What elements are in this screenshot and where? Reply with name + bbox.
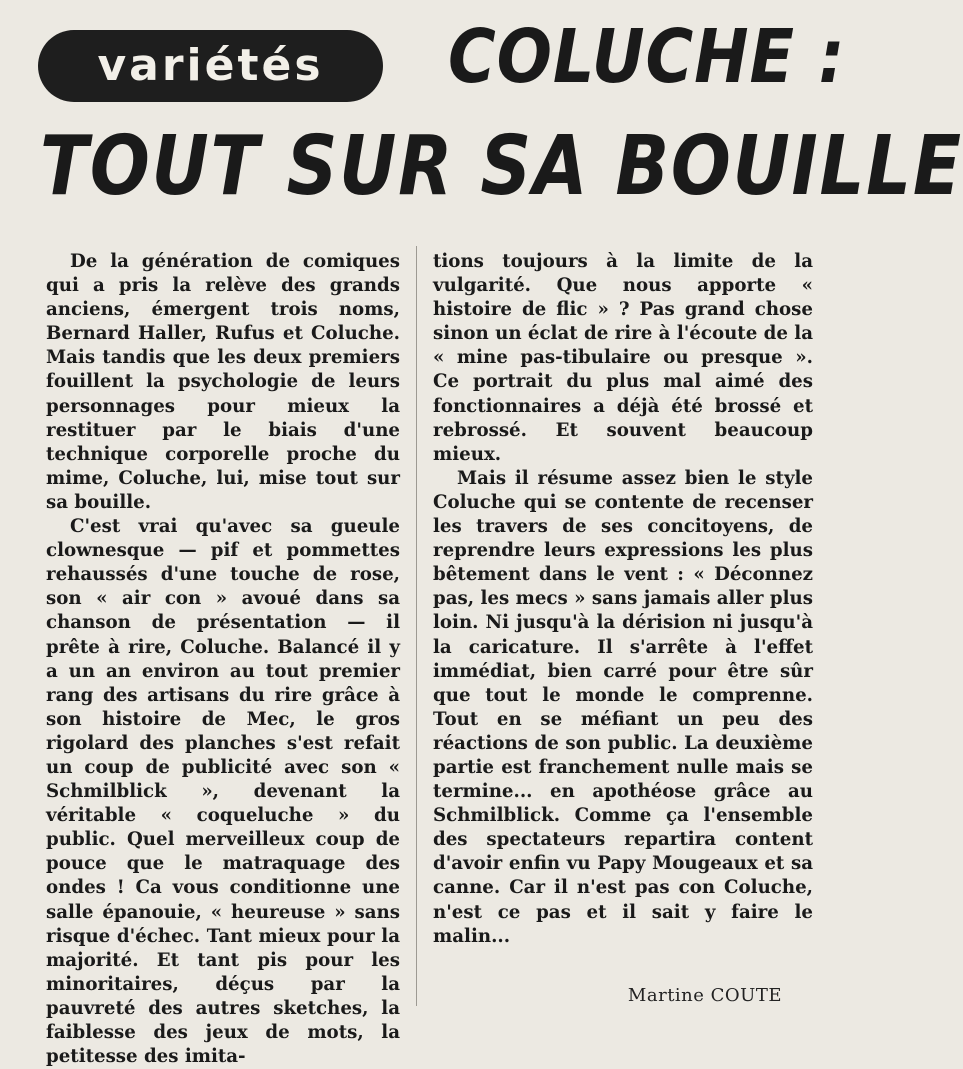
column-divider: [416, 246, 417, 1006]
headline-line-2: TOUT SUR SA BOUILLE: [40, 119, 963, 214]
headline-line-1: COLUCHE :: [448, 14, 846, 100]
paragraph: Mais il résume assez bien le style Coluche qui se contente de recenser les travers de ses concitoyens, de reprendre leurs expressions les plus bêtement dans le vent : « Déconnez pas, les mecs » sans jamais aller plus loin. Ni jusqu'à la dérision ni jusqu'à la caricature. Il s'arrête à l'effet immédiat, bien carré pour être sûr que tout le monde le comprenne. Tout en se méfiant un peu des réactions de son public. La deuxième partie est franchement nulle mais se termine... en apothéose grâce au Schmilblick. Comme ça l'ensemble des spectateurs repartira content d'avoir enfin vu Papy Mougeaux et sa canne. Car il n'est pas con Coluche, n'est ce pas et il sait y faire le malin...: [433, 467, 813, 947]
paragraph: De la génération de comiques qui a pris la relève des grands anciens, émergent trois noms, Bernard Haller, Rufus et Coluche. Mais tandis que les deux premiers fouillent la psychologie de leurs personnages pour mieux la restituer par le biais d'une technique corporelle proche du mime, Coluche, lui, mise tout sur sa bouille.: [46, 251, 400, 513]
author-signature: Martine COUTE: [627, 985, 782, 1006]
section-rubric-badge: variétés: [38, 30, 383, 102]
article-column-left: [46, 250, 400, 1069]
article-column-right: [433, 250, 813, 949]
paragraph: tions toujours à la limite de la vulgarité. Que nous apporte « histoire de flic » ? Pas grand chose sinon un éclat de rire à l'écoute de la « mine pas-tibulaire ou presque ». Ce portrait du plus mal aimé des fonctionnaires a déjà été brossé et rebrossé. Et souvent beaucoup mieux.: [433, 251, 813, 465]
paragraph: C'est vrai qu'avec sa gueule clownesque — pif et pommettes rehaussés d'une touche de rose, son « air con » avoué dans sa chanson de présentation — il prête à rire, Coluche. Balancé il y a un an environ au tout premier rang des artisans du rire grâce à son histoire de Mec, le gros rigolard des planches s'est refait un coup de publicité avec son « Schmilblick », devenant la véritable « coqueluche » du public. Quel merveilleux coup de pouce que le matraquage des ondes ! Ca vous conditionne une salle épanouie, « heureuse » sans risque d'échec. Tant mieux pour la majorité. Et tant pis pour les minoritaires, déçus par la pauvreté des autres sketches, la faiblesse des jeux de mots, la petitesse des imita-: [46, 516, 400, 1068]
